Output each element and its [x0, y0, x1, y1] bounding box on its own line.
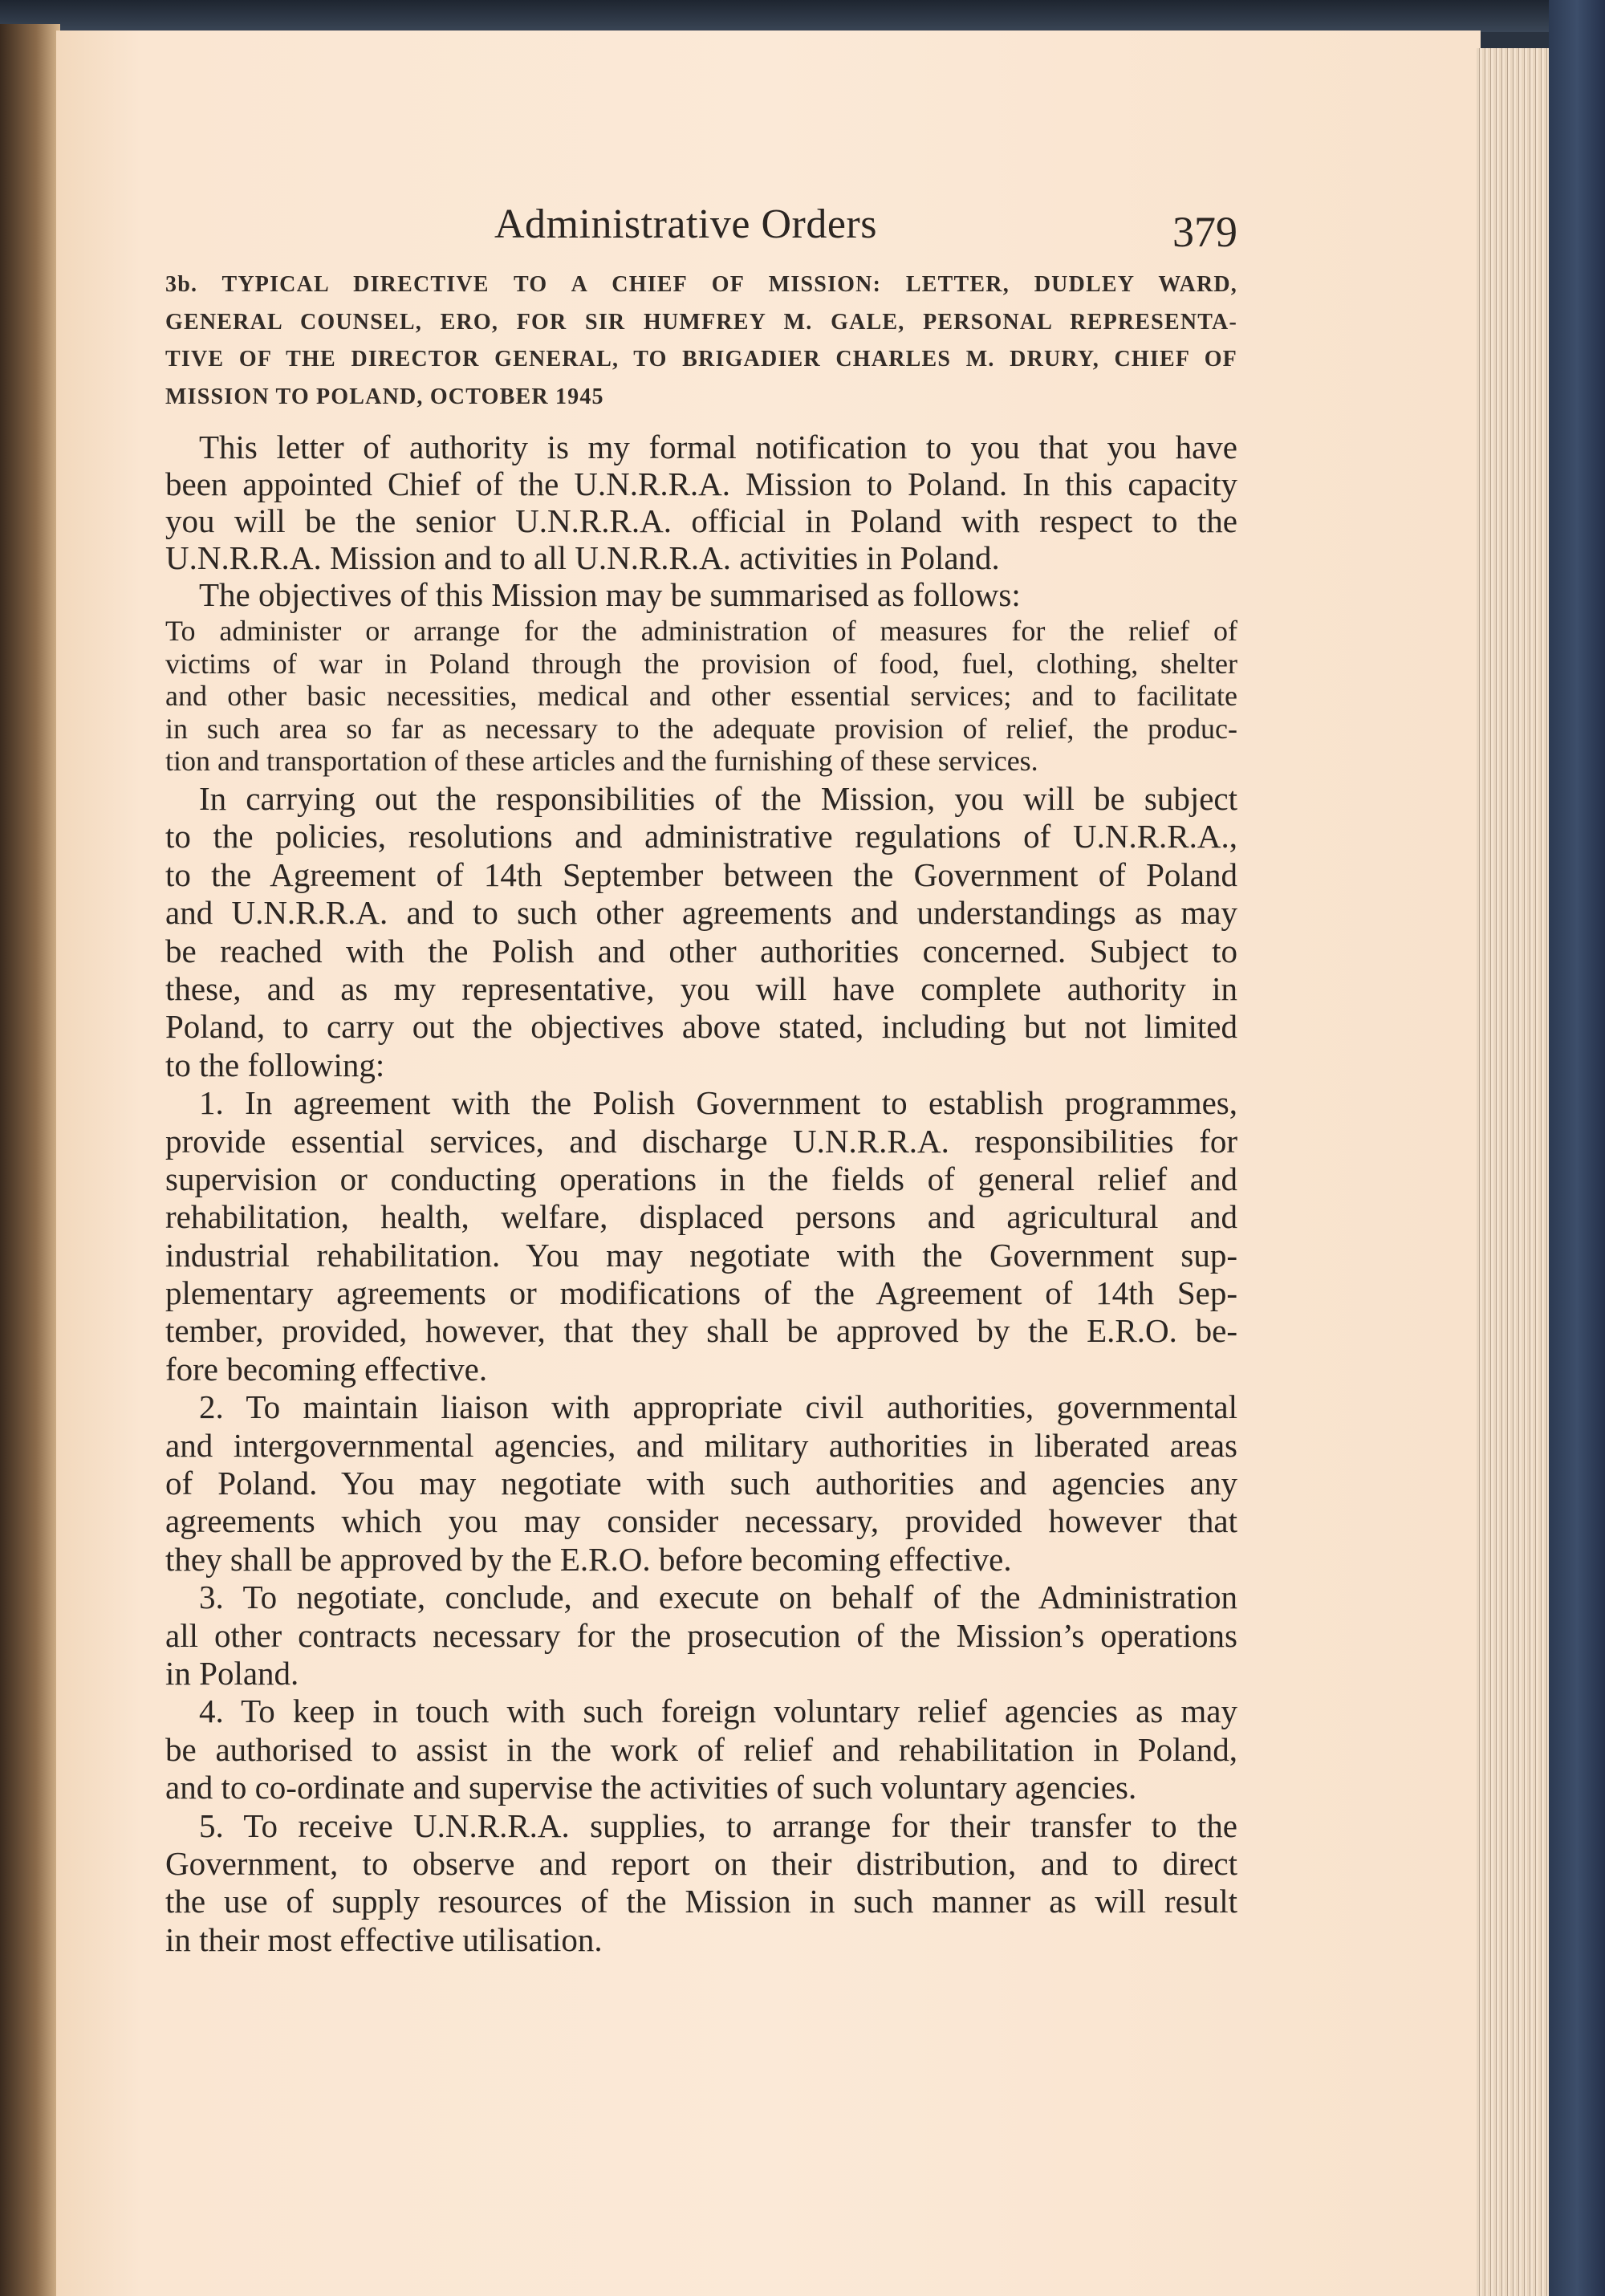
- directive-item-line: 3. To negotiate, conclude, and execute on behalf of the Administration: [199, 1579, 1237, 1616]
- directive-item-line: be authorised to assist in the work of relief and rehabilitation in Poland,: [165, 1730, 1237, 1768]
- directive-item-line: 2. To maintain liaison with appropriate civil authorities, governmental: [199, 1388, 1237, 1426]
- text-line: to the policies, resolutions and administrative regulations of U.N.R.R.A.,: [165, 818, 1237, 855]
- quote-line: To administer or arrange for the administration of measures for the relief of: [165, 615, 1237, 647]
- text-line: you will be the senior U.N.R.R.A. official in Poland with respect to the: [165, 502, 1237, 539]
- directive-item-line: all other contracts necessary for the prosecution of the Mission’s operations: [165, 1616, 1237, 1654]
- book-gutter: [0, 24, 60, 2296]
- directive-item-line: plementary agreements or modifications of the Agreement of 14th Sep-: [165, 1274, 1237, 1312]
- quote-line: tion and transportation of these articles and the furnishing of these services.: [165, 745, 1038, 777]
- directive-item-line: supervision or conducting operations in the fields of general relief and: [165, 1160, 1237, 1197]
- directive-item-line: Government, to observe and report on their distribution, and to direct: [165, 1844, 1237, 1882]
- objectives-quote: [165, 615, 1237, 778]
- directive-item-line: and to co-ordinate and supervise the activities of such voluntary agencies.: [165, 1769, 1137, 1806]
- text-line: to the Agreement of 14th September between the Government of Poland: [165, 855, 1237, 893]
- directive-items: [165, 780, 1237, 1959]
- quote-line: in such area so far as necessary to the adequate provision of relief, the produc-: [165, 712, 1237, 745]
- text-line: Poland, to carry out the objectives above stated, including but not limited: [165, 1008, 1237, 1046]
- caption-line: MISSION TO POLAND, OCTOBER 1945: [165, 384, 604, 409]
- opening-paragraph: [165, 429, 1237, 613]
- directive-item-line: in their most effective utilisation.: [165, 1920, 603, 1958]
- text-line: these, and as my representative, you will have complete authority in: [165, 969, 1237, 1007]
- page-number: 379: [1172, 208, 1237, 256]
- directive-item-line: provide essential services, and discharge U.N.R.R.A. responsibilities for: [165, 1122, 1237, 1160]
- directive-item-line: fore becoming effective.: [165, 1350, 488, 1388]
- book-cover-right: [1549, 0, 1605, 2296]
- page-edges: [1477, 48, 1553, 2296]
- text-line: U.N.R.R.A. Mission and to all U.N.R.R.A. activities in Poland.: [165, 539, 1000, 576]
- text-line: The objectives of this Mission may be summarised as follows:: [199, 576, 1021, 613]
- text-line: be reached with the Polish and other authorities concerned. Subject to: [165, 932, 1237, 969]
- directive-item-line: of Poland. You may negotiate with such authorities and agencies any: [165, 1465, 1237, 1502]
- book-cover-top: [0, 0, 1605, 32]
- directive-item-line: they shall be approved by the E.R.O. before becoming effective.: [165, 1540, 1012, 1578]
- quote-line: victims of war in Poland through the provision of food, fuel, clothing, shelter: [165, 647, 1237, 680]
- directive-item-line: 4. To keep in touch with such foreign voluntary relief agencies as may: [199, 1693, 1237, 1730]
- directive-item-line: the use of supply resources of the Mission in such manner as will result: [165, 1883, 1237, 1920]
- directive-item-line: rehabilitation, health, welfare, displaced persons and agricultural and: [165, 1198, 1237, 1236]
- text-line: In carrying out the responsibilities of the Mission, you will be subject: [199, 780, 1237, 817]
- directive-item-line: 1. In agreement with the Polish Government to establish programmes,: [199, 1084, 1237, 1122]
- directive-item-line: and intergovernmental agencies, and military authorities in liberated areas: [165, 1426, 1237, 1464]
- text-line: to the following:: [165, 1046, 385, 1083]
- text-line: This letter of authority is my formal notification to you that you have: [199, 429, 1237, 465]
- directive-item-line: tember, provided, however, that they shall be approved by the E.R.O. be-: [165, 1312, 1237, 1350]
- caption-line: GENERAL COUNSEL, ERO, FOR SIR HUMFREY M. GALE, PERSONAL REPRESENTA-: [165, 309, 1237, 335]
- text-line: and U.N.R.R.A. and to such other agreements and understandings as may: [165, 894, 1237, 932]
- directive-item-line: 5. To receive U.N.R.R.A. supplies, to arrange for their transfer to the: [199, 1806, 1237, 1844]
- directive-item-line: agreements which you may consider necessary, provided however that: [165, 1502, 1237, 1540]
- text-line: been appointed Chief of the U.N.R.R.A. Mission to Poland. In this capacity: [165, 465, 1237, 502]
- directive-item-line: industrial rehabilitation. You may negotiate with the Government sup-: [165, 1236, 1237, 1274]
- caption-line: 3b. TYPICAL DIRECTIVE TO A CHIEF OF MISSION: LETTER, DUDLEY WARD,: [165, 272, 1237, 297]
- running-head-title: Administrative Orders: [494, 201, 877, 247]
- directive-item-line: in Poland.: [165, 1654, 299, 1692]
- caption-line: TIVE OF THE DIRECTOR GENERAL, TO BRIGADIER CHARLES M. DRURY, CHIEF OF: [165, 347, 1237, 372]
- quote-line: and other basic necessities, medical and other essential services; and to facilitate: [165, 680, 1237, 712]
- section-caption: [165, 266, 1237, 416]
- running-head: [165, 201, 1237, 257]
